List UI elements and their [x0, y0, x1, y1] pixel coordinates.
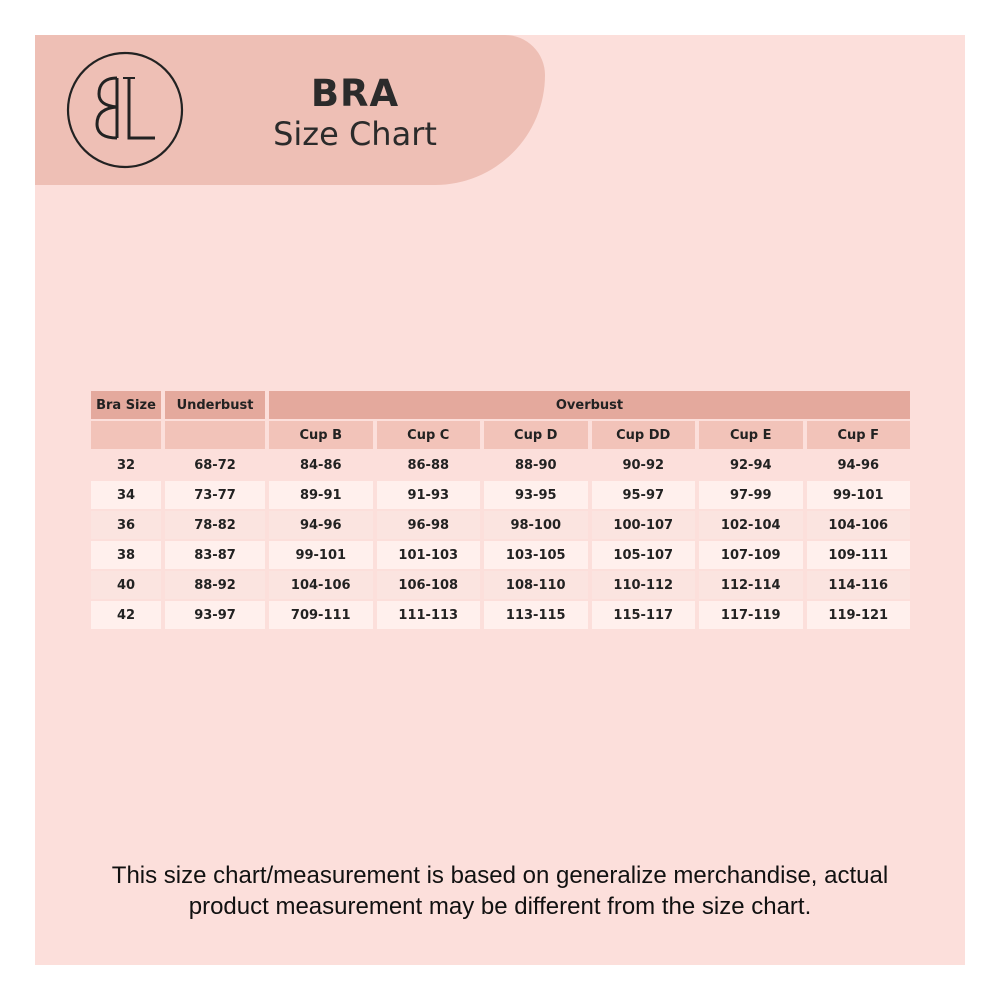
cell-underbust: 83-87 — [165, 541, 265, 569]
col-header-cup: Cup E — [699, 421, 803, 449]
cell-overbust: 110-112 — [592, 571, 696, 599]
table-row — [91, 571, 910, 599]
cell-overbust: 102-104 — [699, 511, 803, 539]
cell-overbust: 93-95 — [484, 481, 588, 509]
col-header-cup: Cup DD — [592, 421, 696, 449]
col-header-cup: Cup B — [269, 421, 373, 449]
cell-overbust: 94-96 — [269, 511, 373, 539]
cell-overbust: 86-88 — [377, 451, 481, 479]
disclaimer-line: This size chart/measurement is based on generalize merchandise, actual — [111, 862, 889, 889]
cell-overbust: 92-94 — [699, 451, 803, 479]
cell-overbust: 107-109 — [699, 541, 803, 569]
page-subtitle: Size Chart — [273, 115, 437, 153]
cell-overbust: 89-91 — [269, 481, 373, 509]
cell-bra-size: 36 — [91, 511, 161, 539]
cell-bra-size: 38 — [91, 541, 161, 569]
page-title: BRA — [310, 72, 400, 115]
cell-overbust: 106-108 — [377, 571, 481, 599]
cell-underbust: 88-92 — [165, 571, 265, 599]
cell-overbust: 113-115 — [484, 601, 588, 629]
cell-overbust: 101-103 — [377, 541, 481, 569]
col-header-overbust: Overbust — [269, 391, 910, 419]
cell-underbust: 78-82 — [165, 511, 265, 539]
cell-overbust: 112-114 — [699, 571, 803, 599]
cell-overbust: 95-97 — [592, 481, 696, 509]
cell-overbust: 709-111 — [269, 601, 373, 629]
cell-bra-size: 34 — [91, 481, 161, 509]
table-row — [91, 541, 910, 569]
cell-overbust: 96-98 — [377, 511, 481, 539]
cell-bra-size: 42 — [91, 601, 161, 629]
cell-overbust: 94-96 — [807, 451, 911, 479]
cell-underbust: 73-77 — [165, 481, 265, 509]
cell-underbust: 68-72 — [165, 451, 265, 479]
col-header-cup: Cup F — [807, 421, 911, 449]
cell-overbust: 99-101 — [807, 481, 911, 509]
col-header-cup: Cup C — [377, 421, 481, 449]
cell-overbust: 91-93 — [377, 481, 481, 509]
cell-overbust: 99-101 — [269, 541, 373, 569]
cell-overbust: 97-99 — [699, 481, 803, 509]
cell-bra-size: 40 — [91, 571, 161, 599]
cell-overbust: 119-121 — [807, 601, 911, 629]
cell-bra-size: 32 — [91, 451, 161, 479]
disclaimer-line: product measurement may be different from the size chart. — [188, 893, 812, 920]
col-header-underbust: Underbust — [165, 391, 265, 419]
brand-logo — [65, 50, 185, 170]
title-block — [245, 73, 465, 153]
disclaimer-note — [35, 860, 965, 922]
cell-overbust: 84-86 — [269, 451, 373, 479]
cell-overbust: 90-92 — [592, 451, 696, 479]
header-banner — [35, 35, 545, 185]
table-row — [91, 481, 910, 509]
subheader-empty — [165, 421, 265, 449]
cell-overbust: 115-117 — [592, 601, 696, 629]
cell-overbust: 111-113 — [377, 601, 481, 629]
size-chart-panel — [35, 35, 965, 965]
cell-overbust: 100-107 — [592, 511, 696, 539]
cell-overbust: 104-106 — [269, 571, 373, 599]
cell-underbust: 93-97 — [165, 601, 265, 629]
cell-overbust: 108-110 — [484, 571, 588, 599]
subheader-empty — [91, 421, 161, 449]
table-row — [91, 451, 910, 479]
col-header-bra-size: Bra Size — [91, 391, 161, 419]
cell-overbust: 98-100 — [484, 511, 588, 539]
cell-overbust: 104-106 — [807, 511, 911, 539]
table-row — [91, 511, 910, 539]
cell-overbust: 109-111 — [807, 541, 911, 569]
table-row — [91, 601, 910, 629]
cell-overbust: 105-107 — [592, 541, 696, 569]
cell-overbust: 114-116 — [807, 571, 911, 599]
cell-overbust: 88-90 — [484, 451, 588, 479]
col-header-cup: Cup D — [484, 421, 588, 449]
cell-overbust: 103-105 — [484, 541, 588, 569]
size-table — [87, 389, 914, 631]
cell-overbust: 117-119 — [699, 601, 803, 629]
